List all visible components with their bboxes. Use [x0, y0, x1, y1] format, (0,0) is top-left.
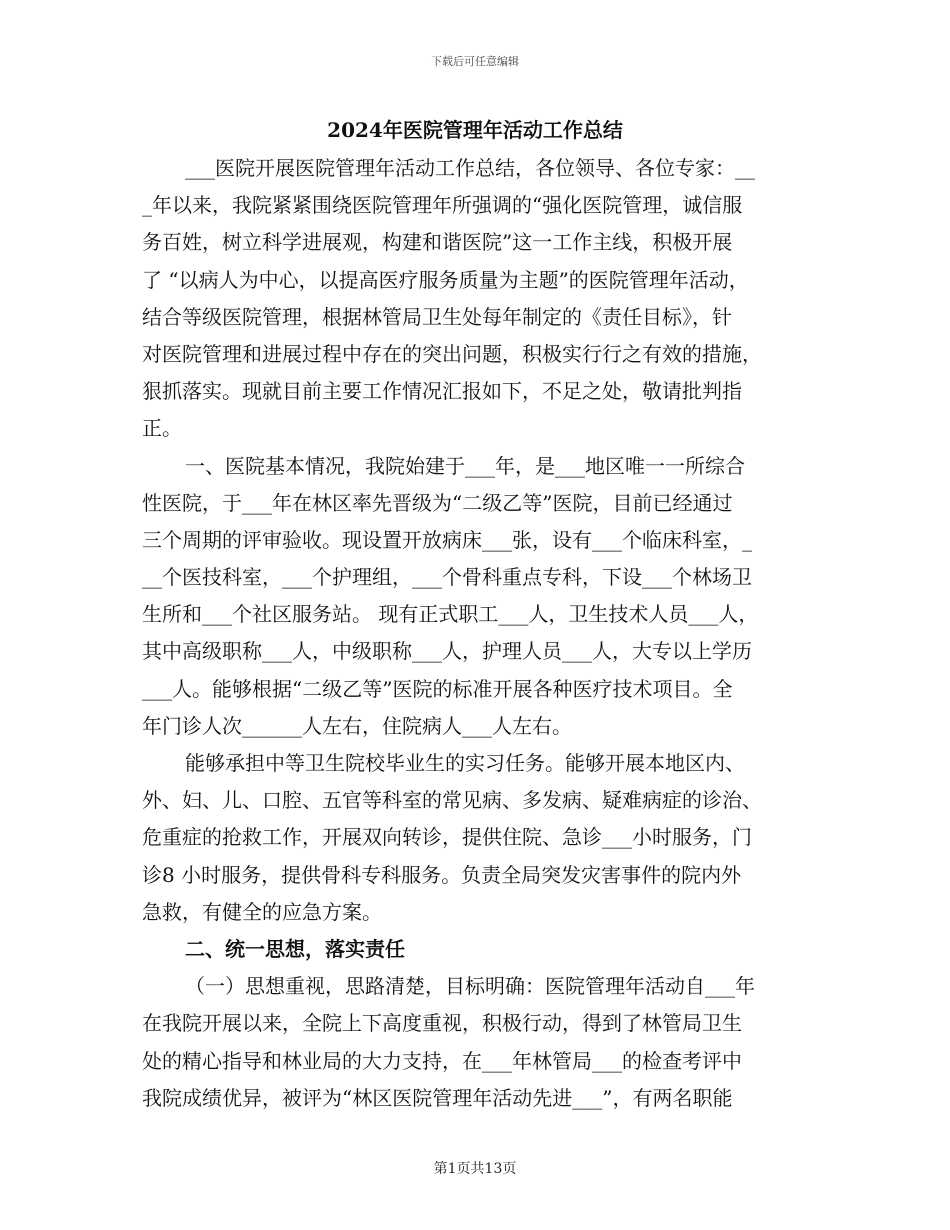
paragraph-line: 一、医院基本情况，我院始建于___年，是___地区唯一一所综合 [185, 453, 745, 478]
paragraph-line: 狠抓落实。现就目前主要工作情况汇报如下，不足之处，敬请批判指 [142, 379, 742, 404]
paragraph-line: 年门诊人次______人左右，住院病人___人左右。 [142, 713, 572, 738]
document-title: 2024年医院管理年活动工作总结 [327, 118, 623, 142]
paragraph-line: （一）思想重视，思路清楚，目标明确：医院管理年活动自___年 [185, 974, 755, 999]
section-heading: 二、统一思想，落实责任 [185, 936, 405, 961]
paragraph-line: 三个周期的评审验收。现设置开放病床___张，设有___个临床科室，_ [142, 527, 752, 552]
header-note: 下载后可任意编辑 [431, 55, 519, 68]
paragraph-line: 生所和___个社区服务站。 现有正式职工___人，卫生技术人员___人， [142, 602, 759, 627]
paragraph-line: 危重症的抢救工作，开展双向转诊，提供住院、急诊___小时服务，门 [142, 825, 752, 850]
paragraph-line: 其中高级职称___人，中级职称___人，护理人员___人，大专以上学历 [142, 639, 752, 664]
paragraph-line: 能够承担中等卫生院校毕业生的实习任务。能够开展本地区内、 [185, 751, 745, 775]
paragraph-line: ___医院开展医院管理年活动工作总结，各位领导、各位专家：__ [185, 156, 755, 180]
paragraph-line: 诊8 小时服务，提供骨科专科服务。负责全局突发灾害事件的院内外 [142, 862, 742, 887]
page-footer: 第1页共13页 [433, 1161, 517, 1177]
paragraph-line: 在我院开展以来，全院上下高度重视，积极行动，得到了林管局卫生 [142, 1011, 742, 1036]
paragraph-line: 对医院管理和进展过程中存在的突出问题，积极实行行之有效的措施， [142, 341, 762, 366]
paragraph-line: 务百姓，树立科学进展观，构建和谐医院”这一工作主线，积极开展 [142, 230, 733, 255]
paragraph-line: 了 “以病人为中心，以提高医疗服务质量为主题”的医院管理年活动， [142, 267, 749, 292]
document-body [142, 150, 822, 1117]
paragraph-line: 正。 [142, 416, 182, 441]
paragraph-line: 性医院，于___年在林区率先晋级为“二级乙等”医院，目前已经通过 [142, 490, 733, 515]
paragraph-line: _年以来，我院紧紧围绕医院管理年所强调的“强化医院管理，诚信服 [142, 193, 743, 218]
paragraph-line: 结合等级医院管理，根据林管局卫生处每年制定的《责任目标》，针 [142, 304, 732, 329]
paragraph-line: 处的精心指导和林业局的大力支持，在___年林管局___的检查考评中 [142, 1048, 742, 1073]
paragraph-line: 急救，有健全的应急方案。 [142, 899, 382, 924]
paragraph-line: 我院成绩优异，被评为“林区医院管理年活动先进___”，有两名职能 [142, 1085, 733, 1110]
paragraph-line: 外、妇、儿、口腔、五官等科室的常见病、多发病、疑难病症的诊治、 [142, 788, 762, 813]
paragraph-line: ___人。能够根据“二级乙等”医院的标准开展各种医疗技术项目。全 [142, 676, 733, 701]
paragraph-line: __个医技科室，___个护理组，___个骨科重点专科，下设___个林场卫 [142, 565, 752, 590]
